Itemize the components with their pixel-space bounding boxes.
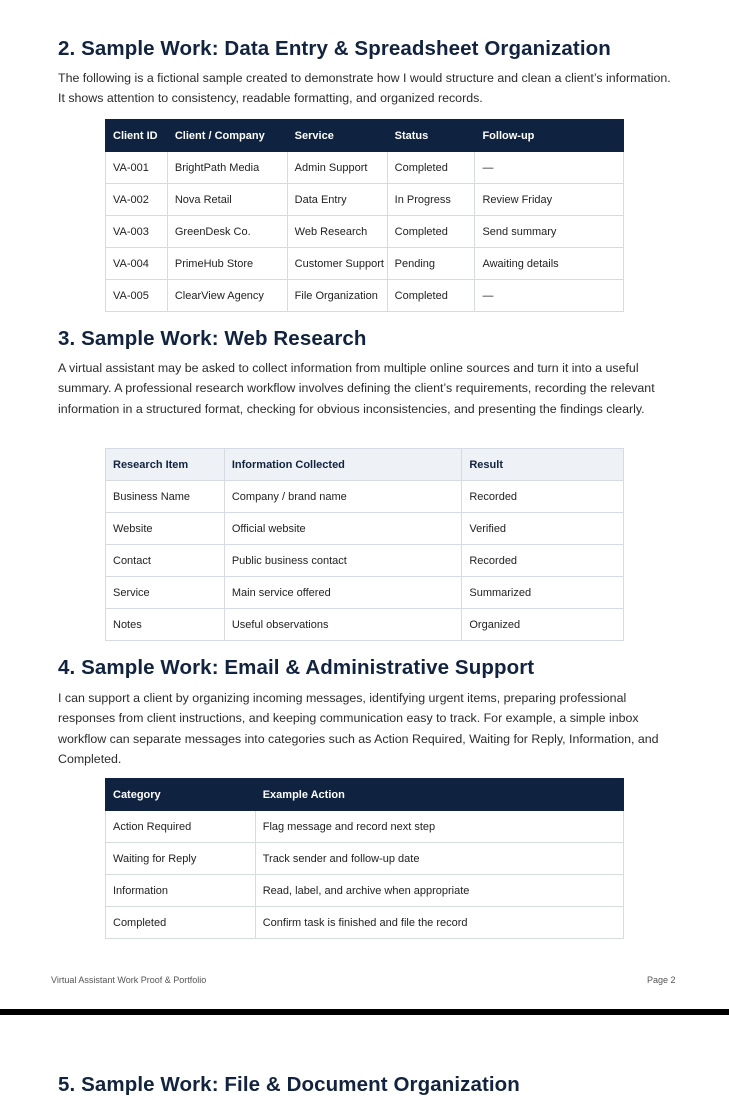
table-row: [106, 609, 624, 641]
column-header: Follow-up: [475, 120, 624, 152]
table-cell: PrimeHub Store: [167, 248, 287, 280]
section3-title: 3. Sample Work: Web Research: [58, 327, 367, 350]
table-row: [106, 248, 624, 280]
table-cell: Read, label, and archive when appropriate: [255, 875, 623, 907]
table-cell: Public business contact: [224, 545, 462, 577]
section2-title: 2. Sample Work: Data Entry & Spreadsheet Organization: [58, 37, 611, 60]
table-cell: Customer Support: [287, 248, 387, 280]
column-header: Status: [387, 120, 475, 152]
table-cell: Notes: [106, 609, 225, 641]
table-cell: Official website: [224, 513, 462, 545]
table-cell: Summarized: [462, 577, 624, 609]
table-row: [106, 875, 624, 907]
table-row: [106, 513, 624, 545]
table-cell: Information: [106, 875, 256, 907]
table-cell: BrightPath Media: [167, 152, 287, 184]
column-header: Category: [106, 779, 256, 811]
table-cell: File Organization: [287, 280, 387, 312]
table-cell: Useful observations: [224, 609, 462, 641]
table-header-row: [106, 779, 624, 811]
table-cell: —: [475, 152, 624, 184]
table-cell: Recorded: [462, 545, 624, 577]
table-cell: ClearView Agency: [167, 280, 287, 312]
table-cell: Completed: [387, 216, 475, 248]
column-header: Information Collected: [224, 449, 462, 481]
table-row: [106, 280, 624, 312]
section4-intro: I can support a client by organizing incoming messages, identifying urgent items, preparing professional responses from client instructions, and keeping communication easy to track. For example, a simple inbox workflow can separate messages into categories such as Action Required, Waiting for Reply, Information, and Completed.: [58, 691, 659, 767]
table-row: [106, 184, 624, 216]
table-cell: In Progress: [387, 184, 475, 216]
table-row: [106, 216, 624, 248]
table-row: [106, 577, 624, 609]
table-cell: Waiting for Reply: [106, 843, 256, 875]
table-cell: Nova Retail: [167, 184, 287, 216]
table-cell: Service: [106, 577, 225, 609]
document-page-next: [0, 1015, 729, 1100]
table-cell: Awaiting details: [475, 248, 624, 280]
table-row: [106, 843, 624, 875]
table-header-row: [106, 120, 624, 152]
client-table: [105, 119, 624, 312]
section3-intro: A virtual assistant may be asked to collect information from multiple online sources and turn it into a useful summary. A professional research workflow involves defining the client’s requirements, recording the relevant information in a structured format, checking for obvious inconsistencies, and presenting the findings clearly.: [58, 361, 655, 416]
column-header: Client ID: [106, 120, 168, 152]
table-cell: VA-001: [106, 152, 168, 184]
table-cell: Data Entry: [287, 184, 387, 216]
table-cell: VA-003: [106, 216, 168, 248]
table-cell: Action Required: [106, 811, 256, 843]
table-cell: Company / brand name: [224, 481, 462, 513]
email-category-table: [105, 778, 624, 939]
table-cell: Track sender and follow-up date: [255, 843, 623, 875]
table-cell: Send summary: [475, 216, 624, 248]
table-cell: Business Name: [106, 481, 225, 513]
table-cell: VA-005: [106, 280, 168, 312]
table-cell: Completed: [387, 152, 475, 184]
table-cell: Completed: [106, 907, 256, 939]
section2-intro: The following is a fictional sample created to demonstrate how I would structure and clean a client’s information. It shows attention to consistency, readable formatting, and organized records.: [58, 71, 671, 106]
column-header: Example Action: [255, 779, 623, 811]
table-cell: Website: [106, 513, 225, 545]
footer-document-title: Virtual Assistant Work Proof & Portfolio: [51, 975, 207, 985]
table-cell: Web Research: [287, 216, 387, 248]
column-header: Service: [287, 120, 387, 152]
research-table: [105, 448, 624, 641]
table-header-row: [106, 449, 624, 481]
table-cell: Verified: [462, 513, 624, 545]
table-cell: Contact: [106, 545, 225, 577]
table-cell: Confirm task is finished and file the record: [255, 907, 623, 939]
table-cell: Organized: [462, 609, 624, 641]
column-header: Research Item: [106, 449, 225, 481]
table-cell: GreenDesk Co.: [167, 216, 287, 248]
table-cell: VA-002: [106, 184, 168, 216]
section4-title: 4. Sample Work: Email & Administrative Support: [58, 656, 535, 679]
table-cell: Flag message and record next step: [255, 811, 623, 843]
table-cell: Recorded: [462, 481, 624, 513]
table-cell: Pending: [387, 248, 475, 280]
table-cell: Completed: [387, 280, 475, 312]
table-cell: Review Friday: [475, 184, 624, 216]
table-row: [106, 152, 624, 184]
table-row: [106, 811, 624, 843]
table-cell: —: [475, 280, 624, 312]
table-row: [106, 907, 624, 939]
column-header: Result: [462, 449, 624, 481]
table-cell: VA-004: [106, 248, 168, 280]
table-cell: Admin Support: [287, 152, 387, 184]
column-header: Client / Company: [167, 120, 287, 152]
section5-title: 5. Sample Work: File & Document Organization: [58, 1073, 520, 1096]
table-row: [106, 545, 624, 577]
table-cell: Main service offered: [224, 577, 462, 609]
table-row: [106, 481, 624, 513]
footer-page-number: Page 2: [647, 975, 676, 985]
